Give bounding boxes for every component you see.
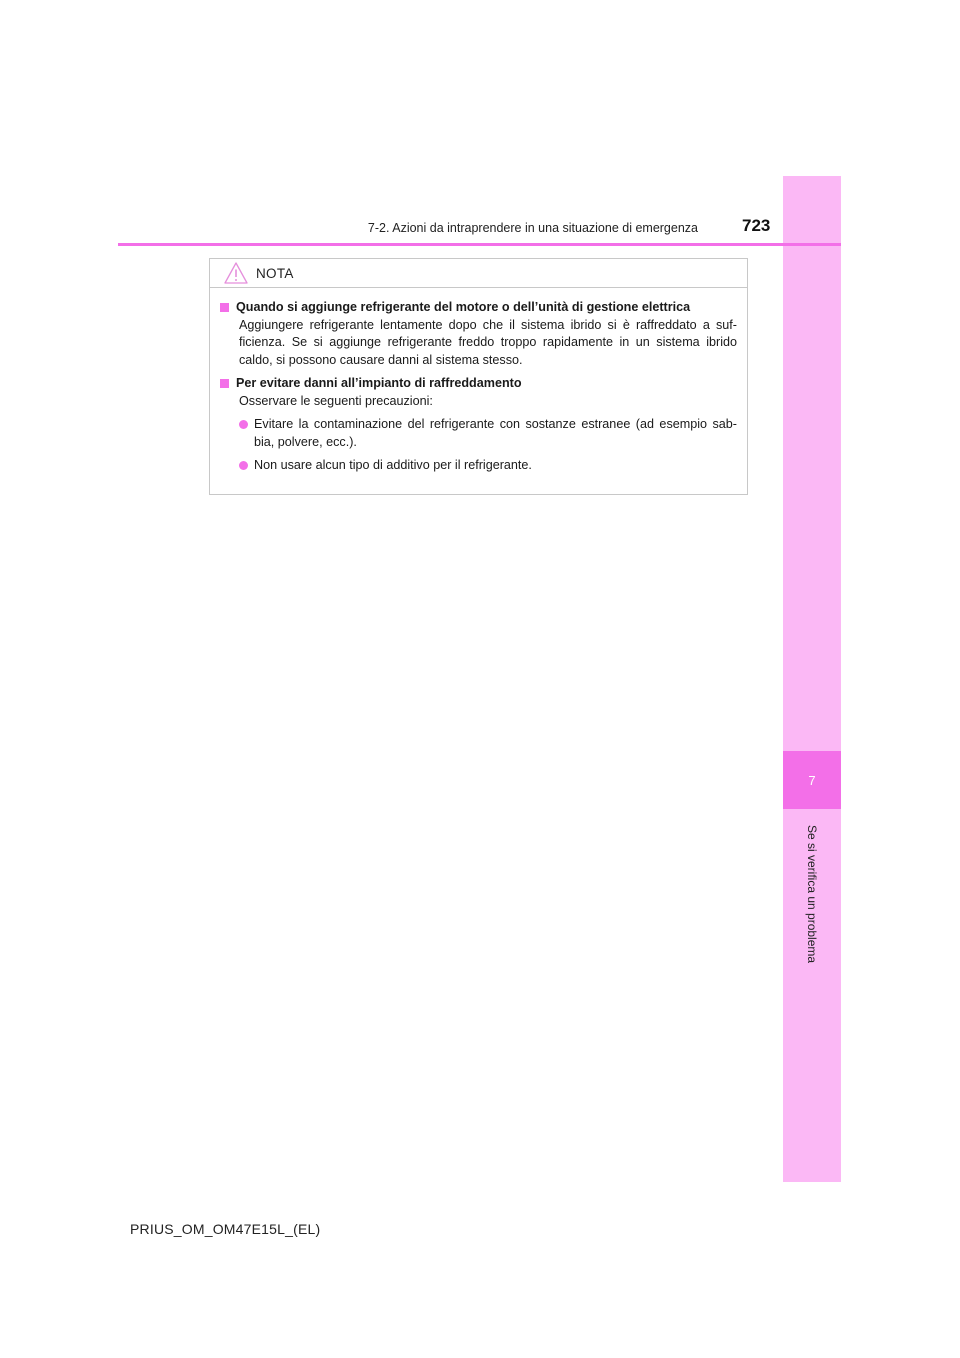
note-bullet-item: [239, 457, 737, 475]
document-code: PRIUS_OM_OM47E15L_(EL): [130, 1221, 321, 1237]
chapter-title: Se si verifica un problema: [805, 824, 819, 964]
section-title: 7-2. Azioni da intraprendere in una situazione di emergenza: [367, 221, 698, 235]
note-bullet-text: Evitare la contaminazione del refrigerante con sostanze estranee (ad esempio sab-bia, polvere, ecc.).: [254, 417, 737, 449]
note-body: [220, 299, 737, 475]
note-header: [224, 259, 294, 287]
note-section-heading: [220, 299, 737, 317]
header-rule: [118, 243, 841, 246]
circle-bullet-icon: [239, 420, 248, 429]
note-section-text: Osservare le seguenti precauzioni:: [239, 393, 433, 408]
note-divider: [210, 287, 747, 288]
page-number: 723: [742, 216, 771, 235]
warning-triangle-icon: [224, 262, 248, 284]
note-bullet-item: [239, 416, 737, 451]
note-section-heading: [220, 375, 737, 393]
chapter-number: 7: [808, 772, 816, 788]
square-bullet-icon: [220, 379, 229, 388]
circle-bullet-icon: [239, 461, 248, 470]
note-box: [209, 258, 748, 495]
chapter-side-tab: [783, 176, 841, 1182]
square-bullet-icon: [220, 303, 229, 312]
chapter-number-tab: [783, 751, 841, 809]
note-bullet-text: Non usare alcun tipo di additivo per il refrigerante.: [254, 458, 532, 472]
note-section-heading-text: Quando si aggiunge refrigerante del motore o dell’unità di gestione elettrica: [236, 300, 691, 314]
note-section-heading-text: Per evitare danni all’impianto di raffreddamento: [236, 376, 522, 390]
note-section-text: Aggiungere refrigerante lentamente dopo che il sistema ibrido si è raffreddato a suf-ficienza. Se si aggiunge refrigerante freddo troppo rapidamente in un sistema ibrido caldo, si possono causare danni al sistema stesso.: [239, 317, 737, 367]
note-label: NOTA: [256, 265, 294, 281]
chapter-title-container: [783, 818, 841, 970]
